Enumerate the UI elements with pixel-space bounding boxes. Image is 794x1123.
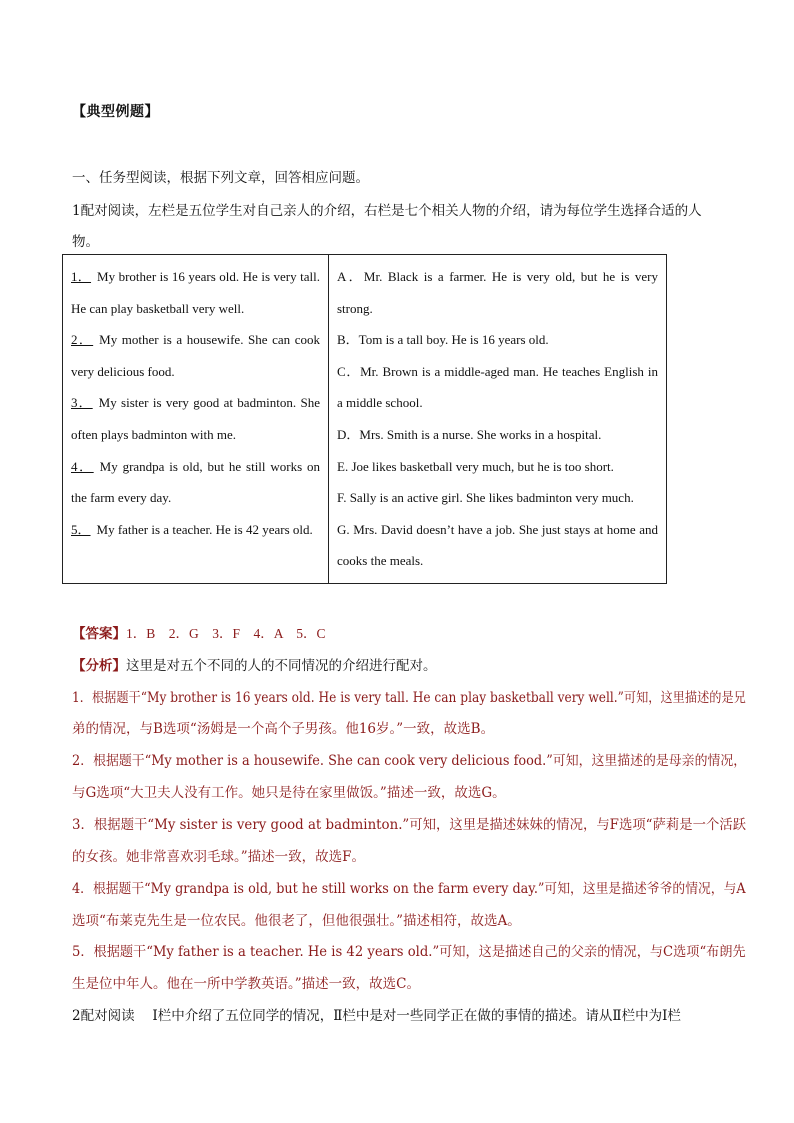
explanation-5-line-1: 5．根据题干“My father is a teacher. He is 42 years old.”可知，这是描述自己的父亲的情况，与C选项“布朗先 (72, 944, 746, 960)
explanation-4-line-1: 4．根据题干“My grandpa is old, but he still works on the farm every day.”可知，这里是描述爷爷的情况，与A (72, 881, 746, 897)
item-text: My grandpa is old, but he still works on the farm every day. (71, 458, 320, 506)
option-e: E. Joe likes basketball very much, but he is too short. (337, 458, 614, 474)
analysis-line (72, 654, 437, 674)
analysis-label: 【分析】 (72, 658, 126, 674)
left-column-students (63, 255, 329, 584)
explanation-3-line-2: 的女孩。她非常喜欢羽毛球。”描述一致，故选F。 (72, 849, 366, 865)
matching-table (62, 254, 667, 584)
explanation-3-line-1: 3．根据题干“My sister is very good at badminton.”可知，这里是描述妹妹的情况，与F选项“萨莉是一个活跃 (72, 817, 747, 833)
left-item-1 (71, 261, 320, 324)
answer-label: 【答案】 (72, 626, 126, 642)
item-number: 3． (71, 395, 93, 411)
explanation-2-line-1: 2．根据题干“My mother is a housewife. She can cook very delicious food.”可知，这里描述的是母亲的情况， (72, 753, 747, 769)
item-text: My mother is a housewife. She can cook very delicious food. (71, 332, 320, 379)
item-text: My father is a teacher. He is 42 years old. (96, 521, 313, 537)
option-d: D．Mrs. Smith is a nurse. She works in a hospital. (337, 426, 602, 442)
question-1-intro-line-1: 1配对阅读，左栏是五位学生对自己亲人的介绍，右栏是七个相关人物的介绍，请为每位学生选择合适的人 (72, 203, 702, 219)
left-item-3 (71, 387, 320, 450)
left-item-4 (71, 451, 320, 514)
option-a: A．Mr. Black is a farmer. He is very old, but he is very strong. (337, 269, 658, 316)
right-column-people (329, 255, 667, 584)
left-item-5 (71, 514, 320, 546)
option-g: G. Mrs. David doesn’t have a job. She just stays at home and cooks the meals. (337, 521, 658, 569)
item-number: 1． (71, 269, 92, 284)
answer-text: 1．B 2．G 3．F 4．A 5．C (126, 626, 326, 641)
explanation-1-line-1: 1．根据题干“My brother is 16 years old. He is very tall. He can play basketball very well.”可知，这里描述的是兄 (72, 690, 746, 706)
item-number: 2． (71, 332, 94, 348)
explanation-4-line-2: 选项“布莱克先生是一位农民。他很老了，但他很强壮。”描述相符，故选A。 (72, 913, 521, 929)
option-b: B．Tom is a tall boy. He is 16 years old. (337, 332, 549, 348)
explanation-5-line-2: 生是位中年人。他在一所中学教英语。”描述一致，故选C。 (72, 976, 420, 992)
option-f: F. Sally is an active girl. She likes badminton very much. (337, 490, 634, 506)
explanation-1-line-2: 弟的情况，与B选项“汤姆是一个高个子男孩。他16岁。”一致，故选B。 (72, 721, 495, 737)
item-number: 5． (71, 521, 91, 537)
section-heading: 【典型例题】 (72, 104, 159, 120)
item-text: My sister is very good at badminton. She often plays badminton with me. (71, 395, 320, 442)
item-number: 4． (71, 458, 94, 474)
analysis-text: 这里是对五个不同的人的不同情况的介绍进行配对。 (126, 658, 437, 674)
explanation-2-line-2: 与G选项“大卫夫人没有工作。她只是待在家里做饭。”描述一致，故选G。 (72, 785, 506, 801)
question-2-intro: 2配对阅读 Ⅰ栏中介绍了五位同学的情况，Ⅱ栏中是对一些同学正在做的事情的描述。请从Ⅱ栏中为Ⅰ栏 (72, 1008, 681, 1024)
left-item-2 (71, 324, 320, 387)
option-c: C．Mr. Brown is a middle-aged man. He teaches English in a middle school. (337, 363, 658, 411)
question-1-intro-line-2: 物。 (72, 234, 99, 250)
task-title: 一、任务型阅读，根据下列文章，回答相应问题。 (72, 170, 369, 186)
answer-line (72, 622, 326, 642)
item-text: My brother is 16 years old. He is very tall. He can play basketball very well. (71, 269, 320, 316)
